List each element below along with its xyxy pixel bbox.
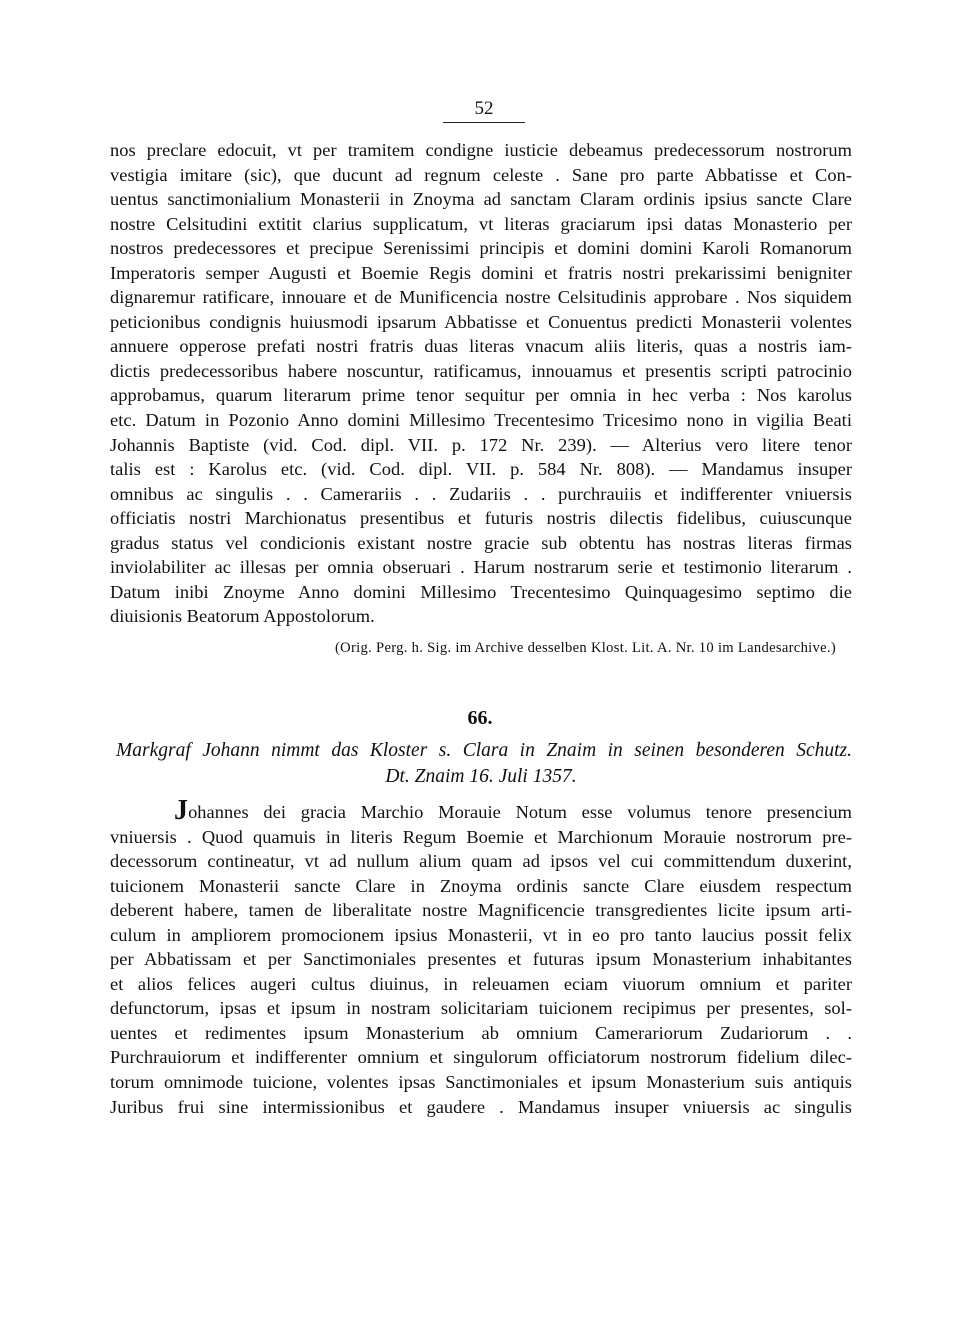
previous-document-text xyxy=(110,138,852,629)
text-line: peticionibus condignis huiusmodi ipsarum Abbatisse et Conuentus predicti Monasterii volentes xyxy=(110,311,852,332)
text-line: per Abbatissam et per Sanctimoniales presentes et futuras ipsum Monasterium inhabitantes xyxy=(110,949,852,970)
text-line: nos preclare edocuit, vt per tramitem condigne iusticie debeamus predecessorum nostrorum xyxy=(110,140,852,160)
document-text xyxy=(110,795,852,1119)
text-line: diuisionis Beatorum Appostolorum. xyxy=(110,606,375,627)
document-title-line: Markgraf Johann nimmt das Kloster s. Clara in Znaim in seinen besonderen Schutz. xyxy=(116,740,852,761)
text-line: Purchrauiorum et indifferenter omnium et singulorum officiatorum nostrorum fidelium dilec- xyxy=(110,1047,852,1068)
text-line: vniuersis . Quod quamuis in literis Regum Boemie et Marchionum Morauie nostrorum pre- xyxy=(110,826,852,847)
text-line: uentus sanctimonialium Monasterii in Znoyma ad sanctam Claram ordinis ipsius sancte Clare xyxy=(110,189,852,210)
text-line: nostre Celsitudini extitit clarius supplicatum, vt literas graciarum ipsi datas Monasterio per xyxy=(110,213,852,234)
text-line: talis est : Karolus etc. (vid. Cod. dipl. VII. p. 584 Nr. 808). — Mandamus insuper xyxy=(110,459,852,480)
text-line: vestigia imitare (sic), que ducunt ad regnum celeste . Sane pro parte Abbatisse et Con- xyxy=(110,164,852,185)
text-line: uentes et redimentes ipsum Monasterium ab omnium Camerariorum Zudariorum . . xyxy=(110,1022,852,1043)
text-line: tuicionem Monasterii sancte Clare in Znoyma ordinis sancte Clare eiusdem respectum xyxy=(110,875,852,896)
document-number: 66. xyxy=(467,707,493,729)
text-line: approbamus, quarum literarum prime tenor sequitur per omnia in hec verba : Nos karolus xyxy=(110,385,852,406)
text-line: Juribus frui sine intermissionibus et gaudere . Mandamus insuper vniuersis ac singulis xyxy=(110,1096,852,1117)
page-number: 52 xyxy=(443,98,525,123)
text-line: et alios felices augeri cultus diuinus, in releuamen eciam viuorum omnium et pariter xyxy=(110,973,852,994)
text-line: officiatis nostri Marchionatus presentibus et futuris nostris dilectis fidelibus, cuiuscunque xyxy=(110,508,852,529)
text-line: etc. Datum in Pozonio Anno domini Millesimo Trecentesimo Tricesimo nono in vigilia Beati xyxy=(110,410,852,431)
text-line: decessorum contineatur, vt ad nullum alium quam ad ipsos vel cui committendum duxerint, xyxy=(110,851,852,872)
text-line: torum omnimode tuicione, volentes ipsas Sanctimoniales et ipsum Monasterium suis antiquis xyxy=(110,1072,852,1093)
first-line-rest: ohannes dei gracia Marchio Morauie Notum esse volumus tenore presencium xyxy=(188,802,852,822)
text-line: inviolabiliter ac illesas per omnia obseruari . Harum nostrarum serie et testimonio literarum . xyxy=(110,557,852,578)
text-line: defunctorum, ipsas et ipsum in nostram solicitariam tuicionem recipimus per presentes, sol- xyxy=(110,998,852,1019)
text-line: Datum inibi Znoyme Anno domini Millesimo Trecentesimo Quinquagesimo septimo die xyxy=(110,581,852,602)
text-line: nostros predecessores et precipue Serenissimi principis et domini domini Karoli Romanorum xyxy=(110,238,852,259)
text-line: Imperatoris semper Augusti et Boemie Regis domini et fratris nostri prekarissimi benigniter xyxy=(110,262,852,283)
text-line: culum in ampliorem promocionem ipsius Monasterii, vt in eo pro tanto laucius possit felix xyxy=(110,924,852,945)
text-line: gradus status vel condicionis existant nostre gracie sub obtentu has nostras literas firmas xyxy=(110,532,852,553)
document-title xyxy=(110,738,852,790)
document-date-line: Dt. Znaim 16. Juli 1357. xyxy=(385,766,577,787)
text-line: dignaremur ratificare, innouare et de Munificencia nostre Celsitudinis approbare . Nos siquidem xyxy=(110,287,852,308)
text-line: Johannis Baptiste (vid. Cod. dipl. VII. p. 172 Nr. 239). — Alterius vero litere tenor xyxy=(110,434,852,455)
text-line: dictis predecessoribus habere noscuntur, ratificamus, innouamus et presentis scripti patrocinio xyxy=(110,360,852,381)
text-line xyxy=(110,795,852,826)
initial-letter: J xyxy=(174,795,189,826)
source-note: (Orig. Perg. h. Sig. im Archive desselben Klost. Lit. A. Nr. 10 im Landesarchive.) xyxy=(335,640,836,656)
text-line: deberent habere, tamen de liberalitate nostre Magnificencie transgredientes licite ipsum arti- xyxy=(110,900,852,921)
text-line: annuere opperose prefati nostri fratris duas literas vnacum aliis literis, quas a nostris iam- xyxy=(110,336,852,357)
text-line: omnibus ac singulis . . Camerariis . . Zudariis . . purchrauiis et indifferenter vniuersis xyxy=(110,483,852,504)
